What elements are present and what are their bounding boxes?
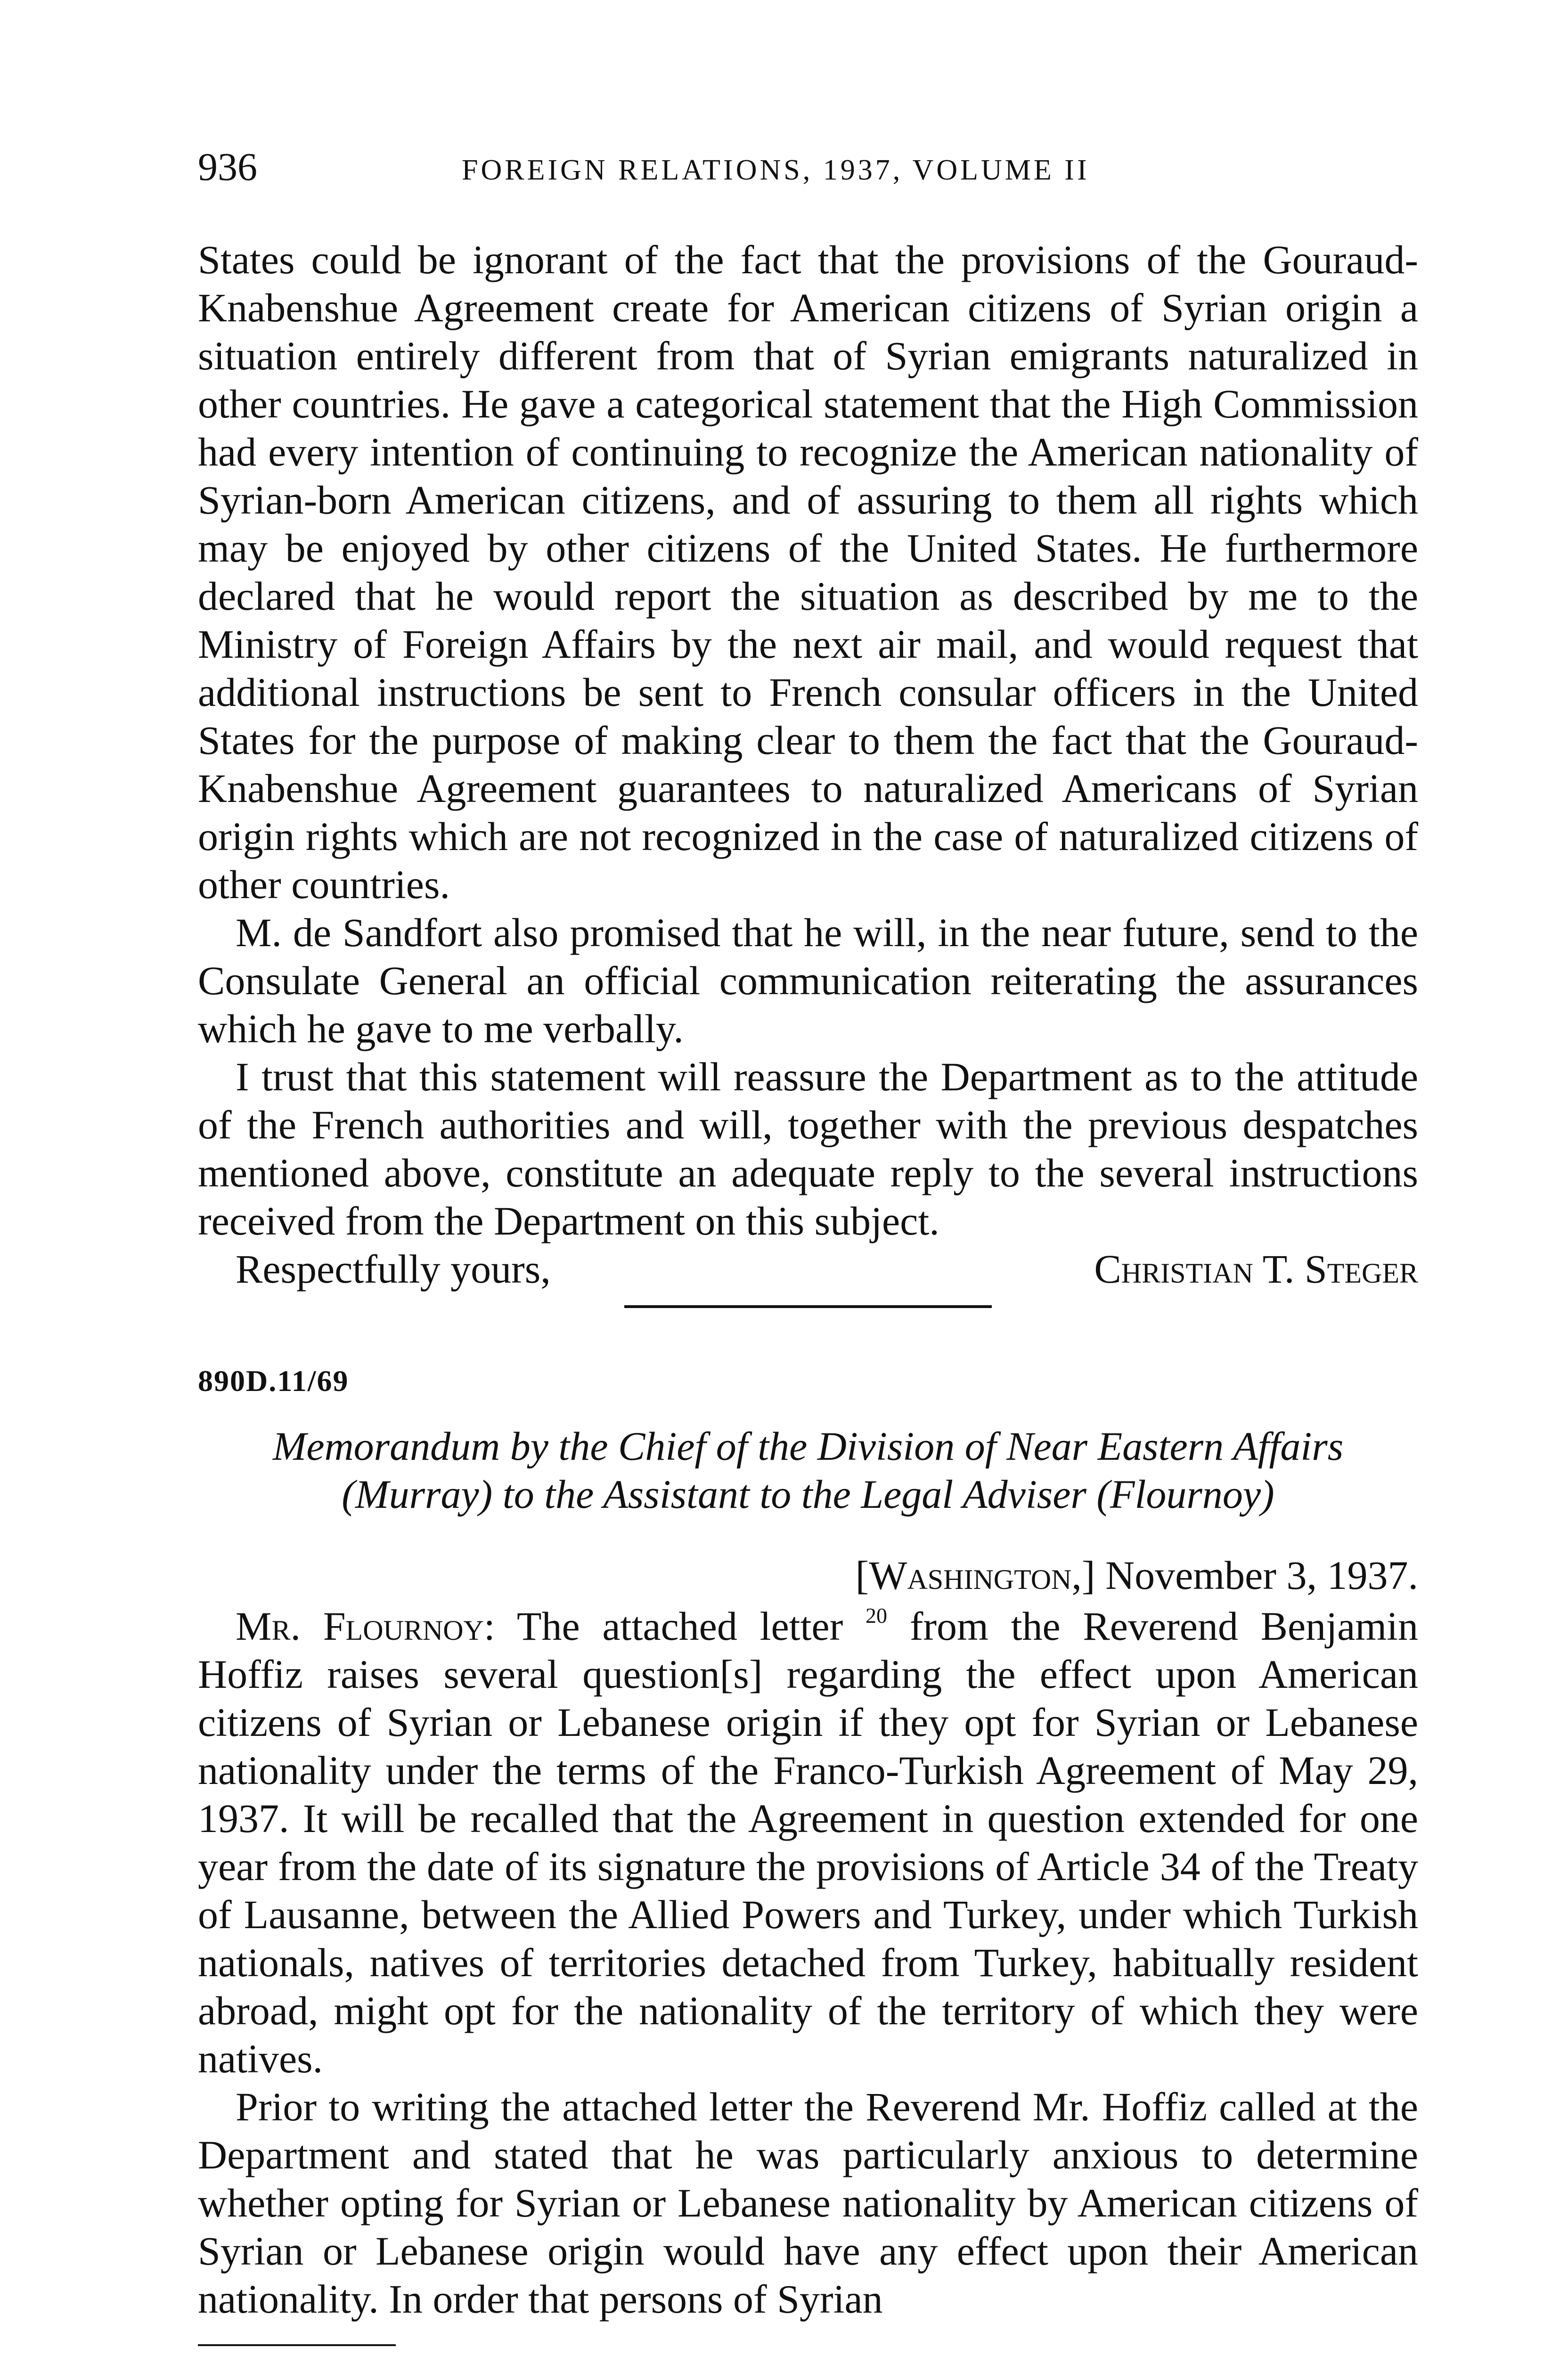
file-number: 890D.11/69 [198,1364,349,1398]
memo-title-line-2: (Murray) to the Assistant to the Legal Adviser (Flournoy) [342,1472,1274,1517]
letter-closing [198,1245,1418,1294]
signature: Christian T. Steger [1094,1246,1418,1292]
letter-paragraph-1: States could be ignorant of the fact that the provisions of the Gouraud-Knabenshue Agreement create for American citizens of Syrian origin a situation entirely different from that of Syrian emigrants naturalized in other countries. He gave a categorical statement that the High Commission had every intention of continuing to recognize the American nationality of Syrian-born American citizens, and of assuring to them all rights which may be enjoyed by other citizens of the United States. He furthermore declared that he would report the situation as described by me to the Ministry of Foreign Affairs by the next air mail, and would request that additional instructions be sent to French consular officers in the United States for the purpose of making clear to them the fact that the Gouraud-Knabenshue Agreement guarantees to naturalized Americans of Syrian origin rights which are not recognized in the case of naturalized citizens of other countries. [198,237,1418,907]
memo-paragraph-1 [198,1602,1418,2083]
section-separator [624,1305,992,1308]
memo-paragraph-2: Prior to writing the attached letter the Reverend Mr. Hoffiz called at the Department and stated that he was particularly anxious to determine whether opting for Syrian or Lebanese nationality by American citizens of Syrian or Lebanese origin would have any effect upon their American nationality. In order that persons of Syrian [198,2084,1418,2322]
memo-salutation: Mr. Flournoy: [236,1603,495,1649]
running-head: FOREIGN RELATIONS, 1937, VOLUME II [462,154,1090,186]
footnote-reference: 20 [865,1603,887,1628]
memo-title [198,1422,1418,1518]
letter-paragraph-2: M. de Sandfort also promised that he will, in the near future, send to the Consulate General an official communication reiterating the assurances which he gave to me verbally. [198,910,1418,1051]
body-text [198,236,1418,2323]
page-header [198,141,1423,193]
footnote-rule [198,2344,396,2346]
page-number: 936 [198,145,257,189]
memo-title-line-1: Memorandum by the Chief of the Division of Near Eastern Affairs [272,1423,1344,1469]
letter-paragraph-3: I trust that this statement will reassure the Department as to the attitude of the French authorities and will, together with the previous despatches mentioned above, constitute an adequate reply to the several instructions received from the Department on this subject. [198,1054,1418,1243]
memo-paragraph-1-start: The attached letter [516,1603,843,1649]
dateline-place: [Washington,] [855,1553,1095,1598]
closing-salutation: Respectfully yours, [236,1246,551,1292]
dateline [198,1551,1418,1599]
memo-paragraph-1-rest: from the Reverend Benjamin Hoffiz raises several question[s] regarding the effect upon American citizens of Syrian or Lebanese origin if they opt for Syrian or Lebanese nationality under the terms of the Franco-Turkish Agreement of May 29, 1937. It will be recalled that the Agreement in question extended for one year from the date of its signature the provisions of Article 34 of the Treaty of Lausanne, between the Allied Powers and Turkey, under which Turkish nationals, natives of territories detached from Turkey, habitually resident abroad, might opt for the nationality of the territory of which they were natives. [198,1603,1419,2081]
dateline-date: November 3, 1937. [1105,1553,1418,1598]
